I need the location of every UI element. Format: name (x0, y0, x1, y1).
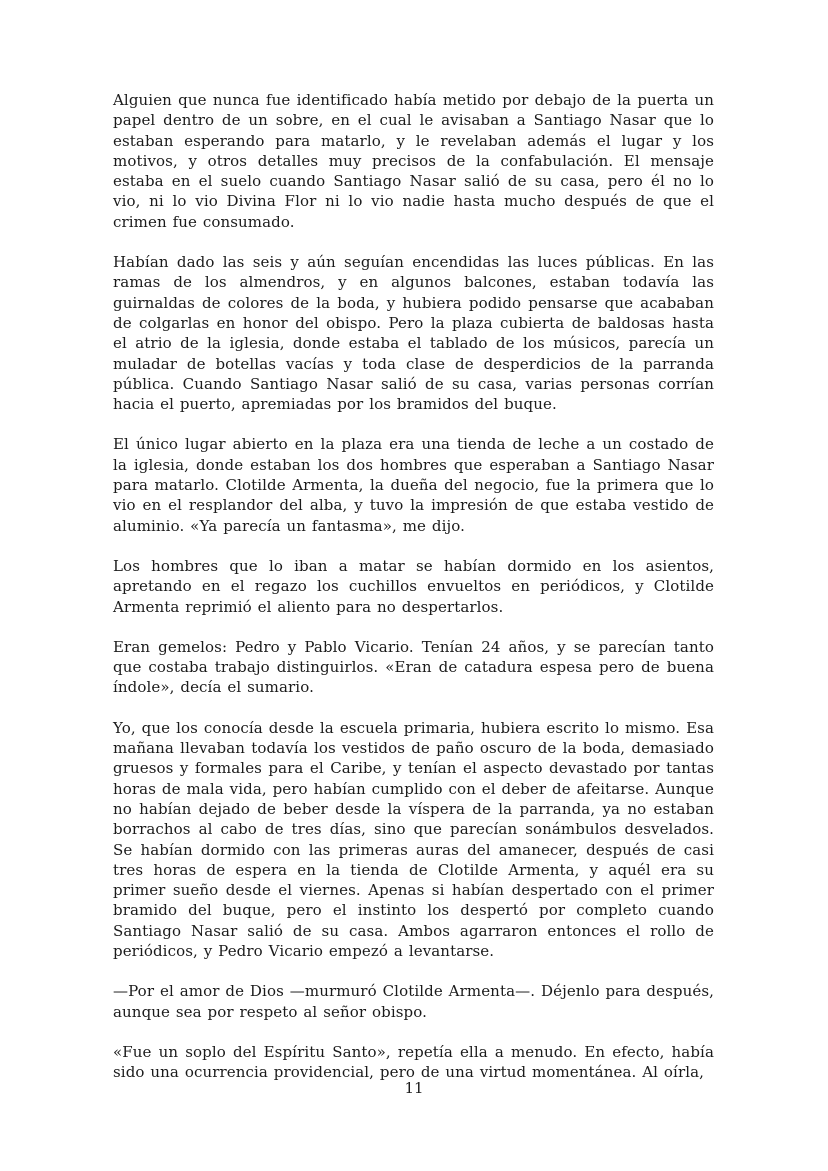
page-number: 11 (404, 1079, 424, 1097)
text-column (113, 90, 714, 1082)
paragraph: «Fue un soplo del Espíritu Santo», repetía ella a menudo. En efecto, había sido una ocurrencia providencial, pero de una virtud momentánea. Al oírla, (113, 1042, 714, 1082)
paragraph: Yo, que los conocía desde la escuela primaria, hubiera escrito lo mismo. Esa mañana llevaban todavía los vestidos de paño oscuro de la boda, demasiado gruesos y formales para el Caribe, y tenían el aspecto devastado por tantas horas de mala vida, pero habían cumplido con el deber de afeitarse. Aunque no habían dejado de beber desde la víspera de la parranda, ya no estaban borrachos al cabo de tres días, sino que parecían sonámbulos desvelados. Se habían dormido con las primeras auras del amanecer, después de casi tres horas de espera en la tienda de Clotilde Armenta, y aquél era su primer sueño desde el viernes. Apenas si habían despertado con el primer bramido del buque, pero el instinto los despertó por completo cuando Santiago Nasar salió de su casa. Ambos agarraron entonces el rollo de periódicos, y Pedro Vicario empezó a levantarse. (113, 718, 714, 960)
paragraph: Alguien que nunca fue identificado había metido por debajo de la puerta un papel dentro de un sobre, en el cual le avisaban a Santiago Nasar que lo estaban esperando para matarlo, y le revelaban además el lugar y los motivos, y otros detalles muy precisos de la confabulación. El mensaje estaba en el suelo cuando Santiago Nasar salió de su casa, pero él no lo vio, ni lo vio Divina Flor ni lo vio nadie hasta mucho después de que el crimen fue consumado. (113, 91, 714, 231)
paragraph: Habían dado las seis y aún seguían encendidas las luces públicas. En las ramas de los almendros, y en algunos balcones, estaban todavía las guirnaldas de colores de la boda, y hubiera podido pensarse que acababan de colgarlas en honor del obispo. Pero la plaza cubierta de baldosas hasta el atrio de la iglesia, donde estaba el tablado de los músicos, parecía un muladar de botellas vacías y toda clase de desperdicios de la parranda pública. Cuando Santiago Nasar salió de su casa, varias personas corrían hacia el puerto, apremiadas por los bramidos del buque. (113, 253, 714, 414)
paragraph: El único lugar abierto en la plaza era una tienda de leche a un costado de la iglesia, donde estaban los dos hombres que esperaban a Santiago Nasar para matarlo. Clotilde Armenta, la dueña del negocio, fue la primera que lo vio en el resplandor del alba, y tuvo la impresión de que estaba vestido de aluminio. «Ya parecía un fantasma», me dijo. (113, 435, 714, 535)
paragraph: Los hombres que lo iban a matar se habían dormido en los asientos, apretando en el regazo los cuchillos envueltos en periódicos, y Clotilde Armenta reprimió el aliento para no despertarlos. (113, 556, 714, 616)
paragraph: Eran gemelos: Pedro y Pablo Vicario. Tenían 24 años, y se parecían tanto que costaba trabajo distinguirlos. «Eran de catadura espesa pero de buena índole», decía el sumario. (113, 637, 714, 697)
paragraph: —Por el amor de Dios —murmuró Clotilde Armenta—. Déjenlo para después, aunque sea por respeto al señor obispo. (113, 982, 714, 1021)
